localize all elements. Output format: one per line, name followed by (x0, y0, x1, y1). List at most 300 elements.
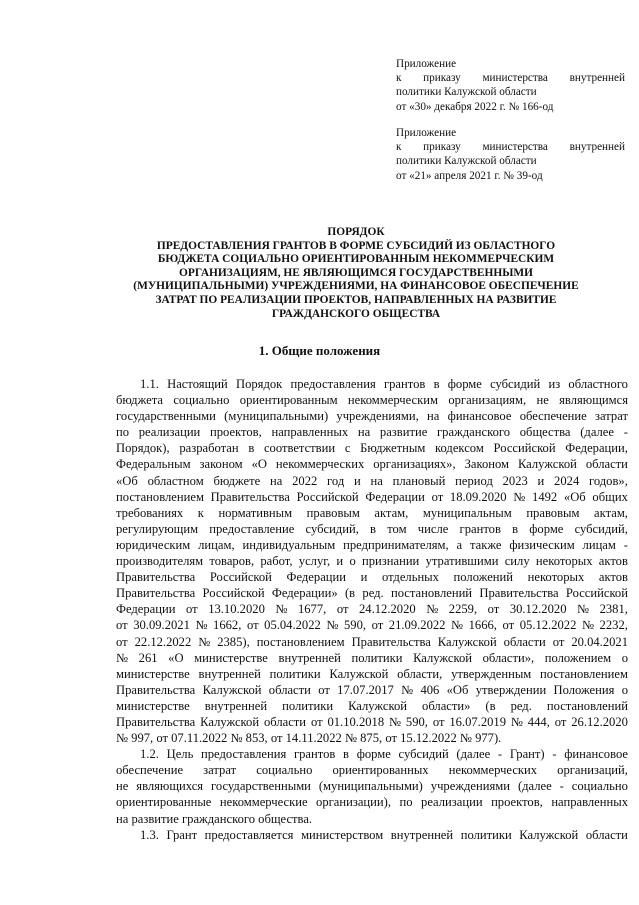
body-word: (далее (580, 425, 614, 440)
body-word: - (552, 747, 557, 762)
body-word: политики (269, 666, 321, 681)
body-line (116, 440, 628, 456)
body-word: предоставления (290, 377, 376, 391)
body-word: (муниципальными) (318, 779, 423, 794)
body-word: бюджете (213, 473, 261, 488)
body-word: не (116, 779, 129, 794)
body-word: лицам, (198, 537, 235, 552)
title-line: ГРАЖДАНСКОГО ОБЩЕСТВА (271, 307, 441, 320)
body-word: предоставление (209, 521, 295, 536)
body-word: постановлением (540, 666, 628, 681)
body-word: политики (351, 650, 403, 665)
body-word: 26.12.2020 (571, 714, 628, 729)
body-line (116, 634, 628, 650)
body-word: направленных (551, 795, 628, 810)
body-word: грантов (383, 377, 426, 391)
body-word: от (318, 682, 330, 697)
body-word: «О (168, 650, 184, 665)
body-word: по (399, 795, 413, 810)
body-word: от (116, 618, 128, 633)
body-word: 1.1. (140, 377, 159, 391)
body-word: не (536, 393, 549, 408)
body-word: внутренней (204, 698, 268, 713)
body-word: Российской (565, 586, 628, 601)
body-word: утвержденным (451, 666, 532, 681)
body-word: области (268, 682, 311, 697)
body-line (116, 698, 628, 714)
title-line: ОРГАНИЗАЦИЯМ, НЕ ЯВЛЯЮЩИМСЯ ГОСУДАРСТВЕННЫМИ (179, 266, 533, 279)
body-word: некоторых (535, 554, 593, 569)
body-word: на (370, 473, 383, 488)
body-word: ред. (510, 698, 532, 713)
body-word: области», (482, 650, 535, 665)
body-word: политики (460, 827, 512, 842)
body-line (116, 408, 628, 424)
body-word: Порядок), (116, 441, 170, 456)
body-line (116, 521, 628, 537)
stamp-line-justified (396, 140, 625, 154)
body-word: 2024 (554, 473, 580, 488)
body-word: проектов, (210, 425, 262, 440)
body-line (116, 424, 628, 440)
body-word: субсидий (398, 747, 449, 762)
body-word: субсидий, (574, 521, 628, 536)
body-word: и (353, 473, 361, 488)
body-word: нормативным (218, 505, 293, 520)
stamp-word: к (396, 141, 402, 154)
body-word: № (513, 489, 526, 504)
body-word: 18.09.2020 (449, 489, 507, 504)
body-word: плановый (392, 473, 446, 488)
body-word: «Об (116, 473, 138, 488)
body-word: от (310, 714, 323, 729)
body-word: области (503, 634, 546, 649)
body-word: «Об (446, 682, 469, 697)
body-word: № (581, 618, 594, 633)
body-word: 1.2. (140, 747, 159, 762)
body-word: (муниципальными) (224, 409, 329, 424)
body-word: «О (251, 457, 267, 472)
body-word: правовым (526, 505, 580, 520)
body-word: (далее (517, 779, 552, 794)
body-word: финансовое (447, 409, 512, 424)
body-word: о (349, 554, 356, 569)
body-word: области, (397, 666, 443, 681)
body-word: № (275, 602, 288, 617)
body-word: положением (544, 650, 612, 665)
stamp-line-justified (396, 71, 625, 85)
body-word: актов (598, 554, 628, 569)
body-word: Федеральным (116, 457, 191, 472)
body-word: субсидий (490, 377, 541, 391)
body-word: 30.09.2021 (133, 618, 190, 633)
body-word: лицам (582, 537, 616, 552)
body-word: грантов (293, 747, 336, 762)
body-word: организаций, (557, 763, 628, 778)
body-word: и (360, 570, 368, 585)
body-word: физическим (509, 537, 575, 552)
body-word: Законом (464, 457, 510, 472)
body-word: том (387, 521, 407, 536)
body-word: ориентированные (116, 795, 212, 810)
body-word: в (370, 521, 376, 536)
body-word: министерстве (116, 666, 190, 681)
body-word: постановлений (390, 586, 473, 601)
body-word: 2022 (292, 473, 318, 488)
body-word: работ, (260, 554, 293, 569)
body-word: государственными (211, 779, 311, 794)
appendix-stamp-current (396, 57, 625, 114)
title-line: ПРЕДОСТАВЛЕНИЯ ГРАНТОВ В ФОРМЕ СУБСИДИЙ ИЗ ОБЛАСТНОГО (156, 239, 556, 252)
body-word: гражданского (437, 425, 511, 440)
body-word: положений (453, 570, 514, 585)
body-word: Настоящий (167, 377, 228, 391)
body-word: 2381, (599, 602, 628, 617)
body-line (116, 762, 628, 778)
body-line (116, 617, 628, 633)
body-word: товаров, (209, 554, 255, 569)
body-word: № (389, 714, 402, 729)
stamp-word: приказу (423, 72, 461, 85)
body-word: «Об (563, 489, 586, 504)
body-word: некоторых (527, 570, 585, 585)
body-line (116, 730, 628, 746)
body-word: предоставления (201, 747, 287, 762)
body-word: по (116, 425, 130, 440)
body-word: внутренней (198, 666, 261, 681)
body-word: 21.09.2022 (388, 618, 446, 633)
body-word: (в (485, 698, 496, 713)
body-word: Федерации, (565, 441, 628, 456)
body-word: на (270, 473, 283, 488)
body-line (116, 714, 628, 730)
body-word: 444, (527, 714, 550, 729)
body-word: организации), (316, 795, 391, 810)
body-word: 30.12.2020 (509, 602, 567, 617)
body-word: 590, (405, 714, 428, 729)
body-word: Калужской (519, 827, 579, 842)
title-line: ПОРЯДОК (327, 226, 385, 238)
body-word: 05.12.2022 (519, 618, 577, 633)
body-word: областного (568, 377, 628, 391)
body-word: от (502, 618, 515, 633)
body-word: о (621, 650, 628, 665)
body-word: постановлением (256, 634, 345, 649)
body-word: Правительства (210, 489, 290, 504)
body-word: (далее (456, 747, 491, 762)
body-word: из (548, 377, 561, 391)
body-word: обеспечение (116, 763, 184, 778)
body-word: Калужской (202, 682, 262, 697)
body-word: Калужской (329, 666, 389, 681)
body-line (116, 746, 628, 762)
body-word: и (537, 473, 545, 488)
body-word: производителям (116, 554, 204, 569)
body-word: от (552, 634, 565, 649)
stamp-line: от «21» апреля 2021 г. № 39-од (396, 169, 543, 182)
stamp-word: внутренней (569, 72, 625, 85)
body-word: предоставляется (204, 827, 294, 842)
body-word: учреждениями (430, 779, 510, 794)
body-word: Порядок (235, 377, 283, 391)
body-word: некоммерческим (347, 393, 438, 408)
body-word: 1677, (297, 602, 327, 617)
body-word: ориентированным (239, 393, 338, 408)
body-word: Правительства (351, 634, 431, 649)
body-word: 2232, (599, 618, 628, 633)
body-word: министерстве (194, 650, 268, 665)
body-word: Российской (209, 570, 272, 585)
body-word: затрат (595, 409, 628, 424)
body-word: от (554, 714, 567, 729)
stamp-word: к (396, 72, 402, 85)
stamp-line: Приложение (396, 58, 457, 70)
body-word: Калужской (437, 634, 497, 649)
section-heading: 1. Общие положения (258, 343, 381, 358)
body-word: в (433, 377, 440, 391)
body-word: числе (417, 521, 449, 536)
body-word: министерстве (116, 698, 190, 713)
body-word: также (470, 537, 502, 552)
body-word: 2023 (502, 473, 528, 488)
body-word: 1.3. (140, 827, 159, 842)
body-word: в (248, 441, 255, 456)
body-word: 2259, (448, 602, 478, 617)
body-word: № (577, 602, 590, 617)
body-word: обеспечение (519, 409, 587, 424)
body-word: требованиях (116, 505, 184, 520)
stamp-line: Приложение (396, 127, 457, 139)
body-word: муниципальным (422, 505, 512, 520)
body-word: - (623, 537, 628, 552)
body-word: от (487, 602, 500, 617)
body-word: № (451, 618, 464, 633)
body-word: организациям, (448, 393, 527, 408)
body-line (116, 585, 628, 601)
body-word: организациях», (373, 457, 456, 472)
body-word: от (186, 602, 198, 617)
body-word: Калужской (348, 698, 408, 713)
body-word: направленных (271, 425, 349, 440)
body-word: № (198, 634, 211, 649)
body-word: актам, (374, 505, 409, 520)
body-word: кодексом (435, 441, 484, 456)
body-text: № 997, от 07.11.2022 № 853, от 14.11.2022 № 875, от 15.12.2022 № 977). (116, 731, 502, 746)
body-line (116, 392, 628, 408)
body-word: к (197, 505, 204, 520)
body-word: 22.12.2022 (134, 634, 192, 649)
body-word: № (426, 602, 439, 617)
body-word: утверждении (475, 682, 547, 697)
body-word: и (336, 554, 344, 569)
body-word: утратившими (425, 554, 499, 569)
stamp-word: министерства (482, 141, 548, 154)
body-word: Правительства (116, 714, 196, 729)
body-word: Федерации (116, 602, 176, 617)
body-word: отдельных (381, 570, 439, 585)
body-word: Российской (202, 586, 265, 601)
body-line (116, 569, 628, 585)
body-line (116, 473, 628, 489)
body-word: внутренней (278, 650, 341, 665)
body-word: социально (571, 779, 628, 794)
body-word: - (623, 425, 628, 440)
body-line (116, 537, 628, 553)
body-line (116, 827, 628, 843)
body-line (116, 505, 628, 521)
body-word: затрат (203, 763, 237, 778)
body-word: от (336, 602, 349, 617)
body-word: на (427, 409, 440, 424)
body-word: форме (529, 521, 564, 536)
body-word: № (195, 618, 208, 633)
body-word: 590, (343, 618, 367, 633)
body-word: некоммерческие (219, 795, 308, 810)
body-word: 13.10.2020 (208, 602, 265, 617)
body-word: на (357, 425, 371, 440)
body-word: являющихся (136, 779, 204, 794)
body-word: социально (173, 393, 230, 408)
document-body (116, 376, 628, 843)
body-word: с (344, 441, 351, 456)
body-word: государственными (116, 409, 216, 424)
body-word: проектов, (491, 795, 543, 810)
body-word: некоммерческих (275, 457, 365, 472)
body-word: 2385), (217, 634, 250, 649)
body-word: актов (598, 570, 628, 585)
body-word: Российской (296, 489, 359, 504)
body-word: годов», (588, 473, 628, 488)
body-word: постановлений (546, 698, 628, 713)
body-word: внутренней (390, 827, 454, 842)
body-word: Федерации (286, 570, 347, 585)
body-word: Правительства (116, 586, 196, 601)
body-word: в (343, 747, 349, 762)
body-word: от (246, 618, 259, 633)
body-line (116, 650, 628, 666)
body-word: Калужской (517, 457, 577, 472)
body-word: - (497, 747, 503, 762)
body-word: 17.07.2017 (337, 682, 394, 697)
body-word: Правительства (116, 570, 196, 585)
stamp-line: политики Калужской области (396, 155, 537, 168)
body-text: на развитие гражданского общества. (116, 811, 313, 826)
body-word: Калужской (413, 650, 472, 665)
body-word: силу (504, 554, 530, 569)
body-line (116, 811, 628, 827)
body-word: 1492 (532, 489, 558, 504)
stamp-line: политики Калужской области (396, 86, 537, 99)
body-word: Правительства (479, 586, 559, 601)
body-word: Правительства (116, 682, 196, 697)
body-word: Грант (166, 827, 198, 842)
body-word: 16.07.2019 (449, 714, 507, 729)
body-word: общества (519, 425, 571, 440)
title-line: ЗАТРАТ ПО РЕАЛИЗАЦИИ ПРОЕКТОВ, НАПРАВЛЕННЫХ НА РАЗВИТИЕ (155, 293, 557, 306)
body-word: разработан (179, 441, 239, 456)
body-word: являющимся (559, 393, 628, 408)
body-word: в (512, 521, 519, 536)
title-line: (МУНИЦИПАЛЬНЫМИ) УЧРЕЖДЕНИЯМИ, НА ФИНАНСОВОЕ ОБЕСПЕЧЕНИЕ (133, 280, 579, 293)
body-word: развитие (379, 425, 428, 440)
body-line (116, 601, 628, 617)
body-word: Российской (493, 441, 556, 456)
body-word: грантов (459, 521, 501, 536)
body-word: Цель (166, 747, 194, 762)
stamp-word: внутренней (569, 141, 625, 154)
body-word: период (455, 473, 493, 488)
body-word: Федерации (365, 489, 425, 504)
body-word: Калужской (200, 714, 260, 729)
body-word: 406 (420, 682, 440, 697)
body-word: а (456, 537, 463, 552)
body-word: политики (282, 698, 334, 713)
body-word: о (621, 682, 628, 697)
body-word: постановлением (116, 489, 204, 504)
body-word: от (116, 634, 128, 649)
body-word: финансовое (564, 747, 628, 762)
document-title (96, 226, 616, 321)
stamp-word: приказу (423, 141, 461, 154)
body-word: № (116, 650, 129, 665)
body-word: субсидий, (305, 521, 359, 536)
body-word: 20.04.2021 (571, 634, 628, 649)
body-line (116, 794, 628, 810)
body-word: юридическим (116, 537, 191, 552)
body-word: Федерации» (271, 586, 338, 601)
body-line (116, 778, 628, 794)
body-word: области (585, 457, 628, 472)
appendix-stamp-previous (396, 126, 625, 183)
body-word: реализации (421, 795, 483, 810)
body-word: учреждениями, (336, 409, 419, 424)
body-word: регулирующим (116, 521, 199, 536)
body-word: бюджета (116, 393, 163, 408)
body-word: № (326, 618, 339, 633)
body-word: от (432, 714, 445, 729)
body-word: № (510, 714, 523, 729)
body-word: № (401, 682, 414, 697)
body-word: от (371, 618, 384, 633)
body-word: - (559, 779, 564, 794)
body-word: 261 (138, 650, 158, 665)
body-word: услуг, (298, 554, 331, 569)
body-line (116, 553, 628, 569)
body-word: признании (362, 554, 420, 569)
body-word: предпринимателям, (343, 537, 449, 552)
body-word: 05.04.2022 (264, 618, 321, 633)
body-word: 1666, (468, 618, 497, 633)
body-word: министерством (301, 827, 384, 842)
body-word: (в (344, 586, 356, 601)
body-word: Бюджетным (360, 441, 426, 456)
body-word: области» (422, 698, 471, 713)
body-line (116, 456, 628, 472)
body-word: общих (592, 489, 628, 504)
body-word: правовым (306, 505, 360, 520)
body-word: ориентированных (332, 763, 429, 778)
body-word: индивидуальным (242, 537, 336, 552)
body-word: областном (147, 473, 204, 488)
body-word: 01.10.2018 (327, 714, 385, 729)
body-line (116, 666, 628, 682)
body-word: 24.12.2020 (359, 602, 416, 617)
body-word: области (585, 827, 628, 842)
body-word: форме (356, 747, 391, 762)
body-line (116, 682, 628, 698)
body-line (116, 376, 628, 392)
body-word: реализации (138, 425, 201, 440)
